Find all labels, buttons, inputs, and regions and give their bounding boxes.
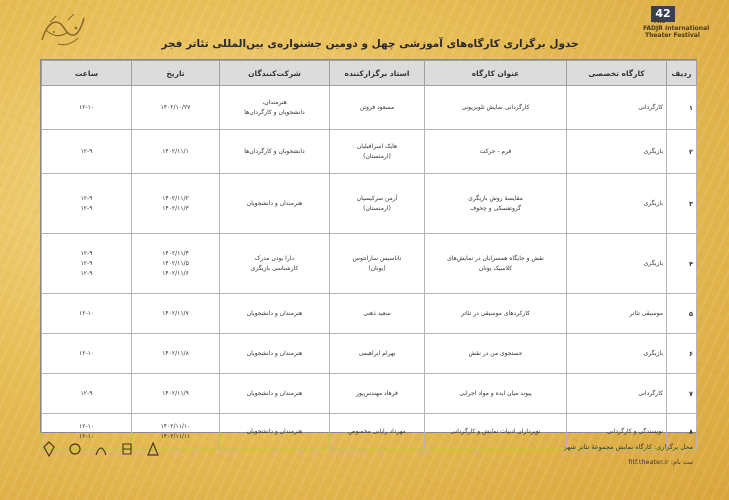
date-cell bbox=[132, 294, 220, 334]
workshop-title-cell bbox=[425, 414, 567, 450]
cell-line: فرم - حرکت bbox=[479, 147, 512, 155]
cell-line: نقش و جایگاه همسرایان در نمایش‌های bbox=[447, 254, 544, 262]
cell-line: ۱۴۰۲/۱۱/۴ bbox=[162, 249, 189, 257]
cell-line: بهرام ابراهیمی bbox=[358, 349, 396, 357]
cell-line: ۱۴۰۲/۱۰/۲۷ bbox=[160, 103, 191, 111]
date-cell bbox=[132, 234, 220, 294]
teacher-cell bbox=[330, 130, 425, 174]
cell-line: کلاسیک یونان bbox=[478, 264, 513, 272]
participants-cell bbox=[220, 414, 330, 450]
table-row bbox=[42, 234, 697, 294]
cell-line: ۱۲-۹ bbox=[80, 194, 93, 202]
teacher-cell bbox=[330, 234, 425, 294]
participants-cell bbox=[220, 234, 330, 294]
cell-line: ۱۴۰۲/۱۱/۳ bbox=[162, 204, 189, 212]
cell-line: (ارمنستان) bbox=[363, 152, 391, 160]
cell-line: جستجوی من در نقش bbox=[468, 349, 523, 357]
festival-calligraphy-icon bbox=[38, 10, 88, 50]
time-cell bbox=[42, 130, 132, 174]
cell-line: کارکردهای موسیقی در تئاتر bbox=[461, 309, 530, 317]
specialty-cell: بازیگری bbox=[567, 130, 667, 174]
cell-line: مسعود فروتن bbox=[359, 103, 395, 111]
org-logo-icon bbox=[94, 441, 108, 457]
workshop-table-container bbox=[40, 59, 697, 440]
cell-line: (ارمنستان) bbox=[363, 204, 391, 212]
specialty-cell: موسیقی تئاتر bbox=[567, 294, 667, 334]
cell-line: هنرمندان و دانشجویان bbox=[246, 389, 303, 397]
cell-line: ۱۲-۱۰ bbox=[78, 103, 95, 111]
participants-cell bbox=[220, 174, 330, 234]
column-header: استاد برگزارکننده bbox=[330, 61, 425, 86]
date-cell bbox=[132, 334, 220, 374]
footer bbox=[564, 440, 693, 470]
specialty-cell: بازیگری bbox=[567, 174, 667, 234]
specialty-cell: بازیگری bbox=[567, 334, 667, 374]
page-title: جدول برگزاری کارگاه‌های آموزشی چهل و دومین جشنواره‌ی بین‌المللی تئاتر فجر bbox=[161, 38, 579, 50]
row-number: ۴ bbox=[667, 234, 697, 294]
table-row bbox=[42, 334, 697, 374]
column-header: کارگاه تخصصی bbox=[567, 61, 667, 86]
org-logo-icon bbox=[120, 441, 134, 457]
org-logo-icon bbox=[146, 441, 160, 457]
cell-line: (یونان) bbox=[368, 264, 386, 272]
teacher-cell bbox=[330, 294, 425, 334]
table-row bbox=[42, 294, 697, 334]
cell-line: نوپردازان ادبیات نمایش و کارگردانی bbox=[450, 427, 541, 435]
cell-line: ۱۴۰۲/۱۱/۶ bbox=[162, 269, 189, 277]
specialty-cell: کارگردانی bbox=[567, 374, 667, 414]
teacher-cell bbox=[330, 174, 425, 234]
workshop-title-cell bbox=[425, 130, 567, 174]
date-cell bbox=[132, 86, 220, 130]
cell-line: پیوند میان ایده و مواد اجرایی bbox=[459, 389, 532, 397]
cell-line: دانشجویان و کارگردان‌ها bbox=[244, 147, 305, 155]
venue-label: محل برگزاری: bbox=[654, 443, 693, 451]
cell-line: هنرمندان و دانشجویان bbox=[246, 427, 303, 435]
cell-line: ۱۴۰۲/۱۱/۷ bbox=[162, 309, 189, 317]
festival-logo-line2: FADJR International bbox=[643, 25, 710, 32]
participants-cell bbox=[220, 334, 330, 374]
time-cell bbox=[42, 86, 132, 130]
cell-line: کارشناسی بازیگری bbox=[250, 264, 299, 272]
row-number: ۳ bbox=[667, 174, 697, 234]
column-header: ردیف bbox=[667, 61, 697, 86]
cell-line: ۱۲-۱۰ bbox=[78, 349, 95, 357]
cell-line: ۱۲-۱۰ bbox=[78, 422, 95, 430]
cell-line: ۱۲-۹ bbox=[80, 269, 93, 277]
cell-line: ۱۲-۹ bbox=[80, 249, 93, 257]
festival-logo-line1: The bbox=[653, 18, 666, 25]
cell-line: دارا بودن مدرک bbox=[254, 254, 295, 262]
festival-logo-line3: Theater Festival bbox=[645, 32, 700, 39]
cell-line: گروتفسکی و چخوف bbox=[469, 204, 522, 212]
cell-line: ۱۲-۹ bbox=[80, 204, 93, 212]
column-header: عنوان کارگاه bbox=[425, 61, 567, 86]
workshop-title-cell bbox=[425, 174, 567, 234]
cell-line: کارگردانی نمایش تلویزیونی bbox=[461, 103, 530, 111]
org-logo-icon bbox=[42, 441, 56, 457]
time-cell bbox=[42, 234, 132, 294]
date-cell bbox=[132, 374, 220, 414]
participants-cell bbox=[220, 294, 330, 334]
register-link[interactable]: fitf.theater.ir bbox=[628, 458, 669, 466]
cell-line: ۱۲-۹ bbox=[80, 389, 93, 397]
cell-line: سعید ذهنی bbox=[363, 309, 391, 317]
venue-value: کارگاه نمایش مجموعهٔ تئاتر شهر bbox=[564, 443, 652, 451]
workshop-title-cell bbox=[425, 374, 567, 414]
specialty-cell: نویسندگی و کارگردانی bbox=[567, 414, 667, 450]
workshop-title-cell bbox=[425, 334, 567, 374]
cell-line: مقایسهٔ روش بازیگری bbox=[468, 194, 523, 202]
table-header-row bbox=[42, 61, 697, 86]
time-cell bbox=[42, 374, 132, 414]
cell-line: ۱۴۰۲/۱۱/۱ bbox=[162, 147, 189, 155]
row-number: ۶ bbox=[667, 334, 697, 374]
time-cell bbox=[42, 174, 132, 234]
row-number: ۷ bbox=[667, 374, 697, 414]
row-number: ۱ bbox=[667, 86, 697, 130]
column-header: شرکت‌کنندگان bbox=[220, 61, 330, 86]
cell-line: ۱۴۰۲/۱۱/۹ bbox=[162, 389, 189, 397]
teacher-cell bbox=[330, 334, 425, 374]
cell-line: دانشجویان و کارگردان‌ها bbox=[244, 108, 305, 116]
cell-line: ۱۲-۱۰ bbox=[78, 432, 95, 440]
table-row bbox=[42, 174, 697, 234]
cell-line: ۱۴۰۲/۱۱/۲ bbox=[162, 194, 189, 202]
cell-line: هنرمندان و دانشجویان bbox=[246, 349, 303, 357]
cell-line: هنرمندان، bbox=[262, 98, 287, 106]
teacher-cell bbox=[330, 86, 425, 130]
table-row bbox=[42, 86, 697, 130]
cell-line: ۱۴۰۲/۱۱/۸ bbox=[162, 349, 189, 357]
festival-logo-number: 42 bbox=[651, 6, 675, 22]
workshop-title-cell bbox=[425, 234, 567, 294]
cell-line: ۱۴۰۲/۱۱/۵ bbox=[162, 259, 189, 267]
table-row bbox=[42, 374, 697, 414]
teacher-cell bbox=[330, 414, 425, 450]
cell-line: هایک اسرافیلیان bbox=[356, 142, 398, 150]
participants-cell bbox=[220, 86, 330, 130]
cell-line: ۱۲-۱۰ bbox=[78, 309, 95, 317]
table-body bbox=[42, 86, 697, 450]
cell-line: ۱۴۰۲/۱۱/۱۰ bbox=[160, 422, 191, 430]
cell-line: تاناسیس سارانتوس bbox=[352, 254, 402, 262]
workshop-title-cell bbox=[425, 294, 567, 334]
org-logo-icon bbox=[68, 441, 82, 457]
teacher-cell bbox=[330, 374, 425, 414]
date-cell bbox=[132, 174, 220, 234]
cell-line: آرمن سرکیسیان bbox=[356, 194, 398, 202]
column-header: تاریخ bbox=[132, 61, 220, 86]
cell-line: ۱۲-۹ bbox=[80, 147, 93, 155]
cell-line: ۱۴۰۲/۱۱/۱۱ bbox=[160, 432, 191, 440]
cell-line: هنرمندان و دانشجویان bbox=[246, 309, 303, 317]
row-number: ۲ bbox=[667, 130, 697, 174]
specialty-cell: بازیگری bbox=[567, 234, 667, 294]
column-header: ساعت bbox=[42, 61, 132, 86]
cell-line: ۱۲-۹ bbox=[80, 259, 93, 267]
cell-line: مهرداد رایانی مخصوص bbox=[348, 427, 406, 435]
row-number: ۸ bbox=[667, 414, 697, 450]
row-number: ۵ bbox=[667, 294, 697, 334]
date-cell bbox=[132, 130, 220, 174]
register-label: ثبت نام: bbox=[670, 458, 693, 466]
cell-line: هنرمندان و دانشجویان bbox=[246, 199, 303, 207]
time-cell bbox=[42, 334, 132, 374]
participants-cell bbox=[220, 374, 330, 414]
cell-line: فرهاد مهندس‌پور bbox=[356, 389, 398, 397]
register-line bbox=[564, 455, 693, 470]
table-row bbox=[42, 130, 697, 174]
specialty-cell: کارگردانی bbox=[567, 86, 667, 130]
workshop-title-cell bbox=[425, 86, 567, 130]
venue-line bbox=[564, 440, 693, 455]
time-cell bbox=[42, 294, 132, 334]
participants-cell bbox=[220, 130, 330, 174]
org-logos bbox=[42, 441, 182, 459]
workshop-table bbox=[41, 60, 697, 450]
festival-logo bbox=[643, 6, 715, 50]
